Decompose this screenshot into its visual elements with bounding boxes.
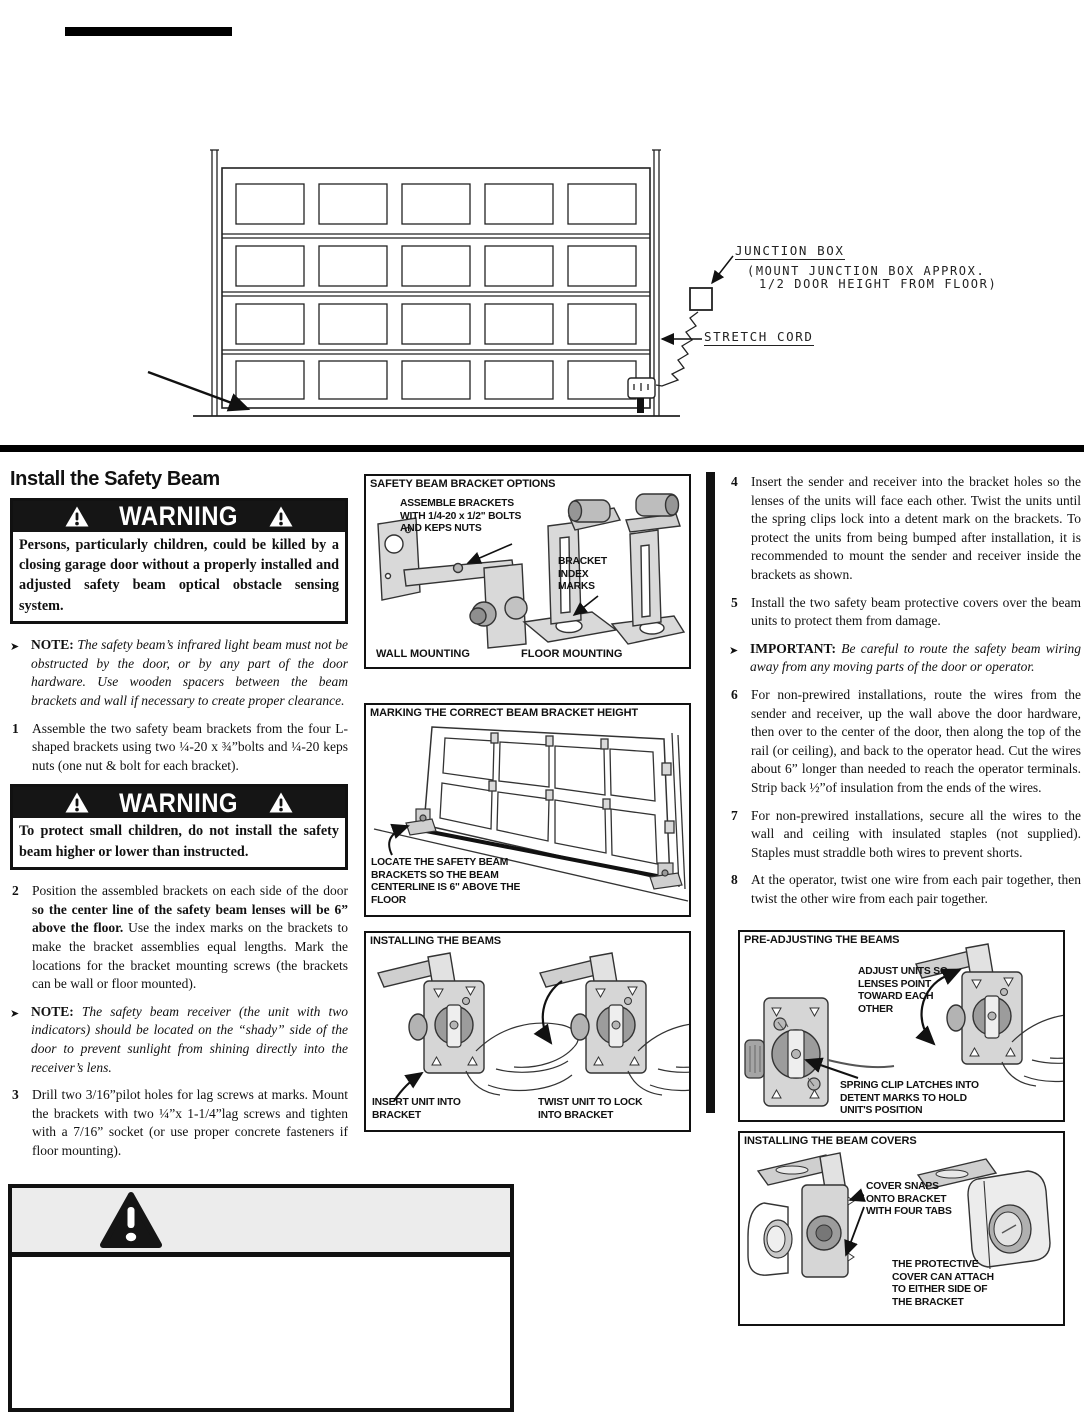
fig-installing-beams bbox=[364, 931, 691, 1132]
fig-marking-height bbox=[364, 703, 691, 917]
figure-label: SPRING CLIP LATCHES INTO DETENT MARKS TO HOLD UNIT'S POSITION bbox=[840, 1080, 979, 1117]
section-heading: Install the Safety Beam bbox=[10, 468, 220, 490]
figure-label: ADJUST UNITS SO LENSES POINT TOWARD EACH OTHER bbox=[858, 966, 948, 1015]
beam-unit bbox=[378, 953, 484, 1073]
figure-label: LOCATE THE SAFETY BEAM BRACKETS SO THE BEAM CENTERLINE IS 6" ABOVE THE FLOOR bbox=[371, 857, 521, 906]
attention-box-body bbox=[12, 1257, 510, 1408]
figure-title: SAFETY BEAM BRACKET OPTIONS bbox=[370, 478, 556, 490]
beam-pointer-arrow bbox=[148, 372, 248, 409]
junction-box bbox=[690, 288, 712, 310]
stretch-cord-label: STRETCH CORD bbox=[704, 329, 814, 344]
step-number: 6 bbox=[731, 686, 738, 702]
note-arrow-icon: ➤ bbox=[729, 644, 739, 657]
attention-box bbox=[8, 1184, 514, 1412]
fig-beam-covers bbox=[738, 1131, 1065, 1326]
note-arrow-icon: ➤ bbox=[10, 1007, 20, 1020]
step-number: 5 bbox=[731, 594, 738, 610]
note-arrow-icon: ➤ bbox=[10, 641, 20, 654]
step-number: 1 bbox=[12, 720, 19, 736]
warning-title: WARNING bbox=[119, 500, 239, 532]
step-number: 2 bbox=[12, 883, 19, 899]
warning-box-2-header bbox=[13, 787, 345, 818]
step-5 bbox=[729, 594, 1081, 631]
stretch-cord bbox=[656, 312, 698, 386]
step-7 bbox=[729, 807, 1081, 863]
step-text: Use the index marks on the brackets to make the bracket assemblies equal lengths. Mark the locations for the bracket mounting screws (the brackets can be wall or floor mounted). bbox=[32, 920, 348, 992]
figure-title: INSTALLING THE BEAM COVERS bbox=[744, 1135, 917, 1147]
figure-label: THE PROTECTIVE COVER CAN ATTACH TO EITHER SIDE OF THE BRACKET bbox=[892, 1259, 994, 1308]
step-4 bbox=[729, 473, 1081, 585]
attention-box-header bbox=[12, 1188, 510, 1257]
warning-box-1-header bbox=[13, 501, 345, 532]
warning-box-1 bbox=[10, 498, 348, 625]
warning-box-2 bbox=[10, 784, 348, 870]
figure-title: PRE-ADJUSTING THE BEAMS bbox=[744, 934, 900, 946]
step-text: Install the two safety beam protective covers over the beam units to protect them from damage. bbox=[751, 594, 1081, 629]
note-label: NOTE: bbox=[31, 1003, 74, 1019]
beam-unit bbox=[540, 953, 646, 1073]
figure-label: INSERT UNIT INTO BRACKET bbox=[372, 1097, 461, 1121]
door-track-left bbox=[210, 150, 219, 416]
figure-label: ASSEMBLE BRACKETS WITH 1/4-20 x 1/2" BOLTS AND KEPS NUTS bbox=[400, 498, 522, 535]
note-text: The safety beam receiver (the unit with two indicators) should be located on the “shady” side of the door to prevent sunlight from shining directly into the receiver’s lens. bbox=[31, 1003, 349, 1075]
warning-triangle-icon bbox=[268, 505, 294, 528]
section-divider bbox=[0, 445, 1084, 452]
door-track-right bbox=[652, 150, 661, 416]
fig-pre-adjusting bbox=[738, 930, 1065, 1122]
step-text-bold: so the center line of the safety beam lenses will be 6” above the floor. bbox=[32, 901, 348, 936]
important-text: Be careful to route the safety beam wiring away from any moving parts of the door or operator. bbox=[750, 640, 1081, 675]
junction-box-label: JUNCTION BOX bbox=[735, 243, 845, 258]
figure-label: COVER SNAPS ONTO BRACKET WITH FOUR TABS bbox=[866, 1181, 952, 1218]
step-1 bbox=[10, 720, 348, 776]
step-text: Position the assembled brackets on each side of the door bbox=[32, 883, 348, 899]
note-2 bbox=[10, 1003, 348, 1077]
attention-triangle-icon bbox=[98, 1190, 164, 1250]
junction-box-arrow bbox=[712, 256, 733, 283]
warning-body: Persons, particularly children, could be killed by a closing garage door without a properly installed and adjusted safety beam optical obstacle sensing system. bbox=[19, 536, 339, 614]
warning-triangle-icon bbox=[64, 791, 90, 814]
step-text: For non-prewired installations, route the wires from the sender and receiver, up the wall above the door hardware, then over to the center of the door, then along the top of the rail (or ceiling), and back to the operator head. Cut the wires about 6” longer than needed to reach the operator terminals. Strip back ½”of insulation from the ends of the wires. bbox=[751, 686, 1081, 795]
figure-label: BRACKET INDEX MARKS bbox=[558, 556, 607, 593]
note-text: The safety beam’s infrared light beam must not be obstructed by the door, or by any part of the door hardware. Use wooden spacers between the beam brackets and wall if necessary to create proper clearance. bbox=[31, 637, 349, 708]
figure-label: TWIST UNIT TO LOCK INTO BRACKET bbox=[538, 1097, 643, 1121]
bracket-with-cover bbox=[748, 1153, 854, 1277]
important-label: IMPORTANT: bbox=[750, 640, 837, 656]
step-2 bbox=[10, 882, 348, 994]
step-text: For non-prewired installations, secure all the wires to the wall and ceiling with insulated staples (not supplied). Staples must straddle both wires to prevent shorts. bbox=[751, 807, 1081, 860]
step-text: Insert the sender and receiver into the bracket holes so the lenses of the units will face each other. Twist the units until the spring clips lock into a detent mark on the brackets. To protect the units from being bumped after installation, it is recommended to mount the sender and receiver inside the brackets as shown. bbox=[751, 474, 1081, 582]
left-column bbox=[10, 470, 348, 1170]
column-divider bbox=[706, 472, 715, 1113]
step-3 bbox=[10, 1086, 348, 1160]
wall-mount-bracket bbox=[378, 518, 527, 648]
fig-bracket-options bbox=[364, 474, 691, 669]
step-number: 4 bbox=[731, 474, 738, 489]
step-6 bbox=[729, 686, 1081, 798]
warning-triangle-icon bbox=[268, 791, 294, 814]
junction-box-note-line2: 1/2 DOOR HEIGHT FROM FLOOR) bbox=[759, 277, 998, 291]
wall-mounting-caption: WALL MOUNTING bbox=[376, 648, 470, 660]
step-text: Drill two 3/16”pilot holes for lag screws at marks. Mount the brackets with two ¼”x 1-1/4”lag screws and tighten with a 7/16” socket (or use proper concrete fasteners if floor mounting). bbox=[32, 1087, 348, 1158]
step-text: At the operator, twist one wire from each pair together, then twist the other wire from each pair together. bbox=[751, 872, 1081, 906]
step-8 bbox=[729, 871, 1081, 908]
step-number: 8 bbox=[731, 872, 738, 888]
step-text: Assemble the two safety beam brackets from the four L-shaped brackets using two ¼-20 x ¾”bolts and ¼-20 keps nuts (one nut & bolt for each bracket). bbox=[32, 720, 348, 773]
right-column bbox=[729, 473, 1081, 917]
door-frame bbox=[222, 168, 650, 408]
figure-title: MARKING THE CORRECT BEAM BRACKET HEIGHT bbox=[370, 707, 639, 719]
step-number: 3 bbox=[12, 1087, 19, 1103]
warning-body: To protect small children, do not install the safety beam higher or lower than instructed. bbox=[19, 823, 339, 860]
note-1 bbox=[10, 636, 348, 710]
floor-mounting-caption: FLOOR MOUNTING bbox=[521, 648, 623, 660]
warning-triangle-icon bbox=[64, 505, 90, 528]
junction-box-note-line1: (MOUNT JUNCTION BOX APPROX. bbox=[747, 264, 986, 278]
warning-title: WARNING bbox=[119, 787, 239, 818]
redaction-bar bbox=[65, 27, 232, 36]
note-label: NOTE: bbox=[31, 637, 74, 653]
figure-title: INSTALLING THE BEAMS bbox=[370, 935, 502, 947]
important-note bbox=[729, 640, 1081, 677]
step-number: 7 bbox=[731, 807, 738, 823]
